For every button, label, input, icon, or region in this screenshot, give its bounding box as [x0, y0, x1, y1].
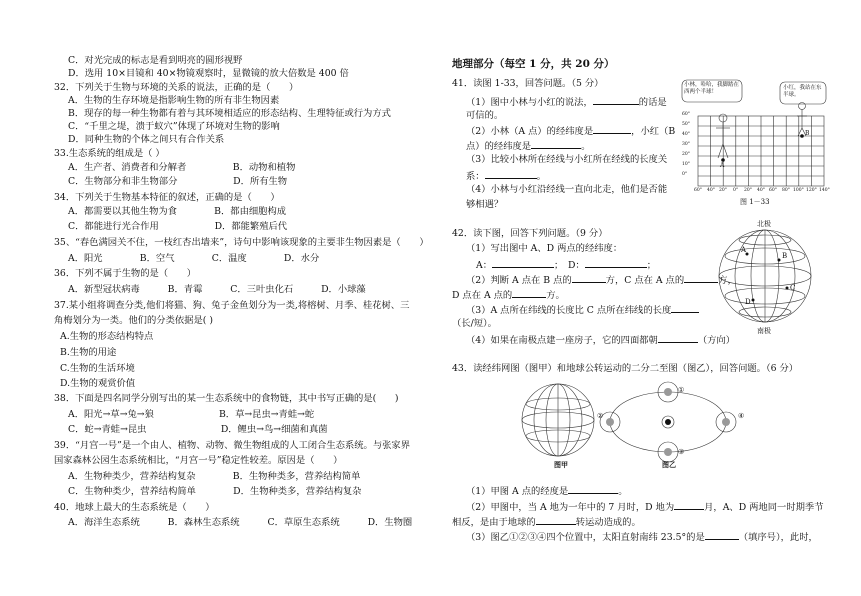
lon-label: 40°	[707, 188, 715, 193]
question-39-cont: 国家森林公园生态系统相比，“月宫一号”稳定性较差。原因是（ ）	[54, 455, 343, 466]
answer-blank[interactable]	[674, 500, 704, 510]
question-42: 42．读下图，回答下列问题。（9 分）	[452, 228, 608, 239]
lat-label: 30°	[682, 142, 690, 147]
lon-label: 60°	[694, 188, 702, 193]
question-43: 43．读经纬网图（图甲）和地球公转运动的二分二至图（图乙），回答问题。（6 分）	[452, 363, 799, 374]
option: A．阳光 B．空气 C．温度 D．水分	[68, 253, 320, 264]
lon-label: 20°	[744, 188, 752, 193]
lon-label: 80°	[782, 188, 790, 193]
lon-label: 40°	[757, 188, 765, 193]
option: C．生物部分和非生物部分 D．所有生物	[68, 176, 288, 187]
question-line: （1）甲图 A 点的经度是 。	[466, 486, 628, 497]
question-line: 系： 。	[466, 171, 546, 182]
question-line: A： ； D： ；	[476, 260, 657, 271]
option: A．生产者、消费者和分解者 B．动物和植物	[68, 162, 296, 173]
answer-blank[interactable]	[568, 484, 618, 494]
answer-blank[interactable]	[593, 95, 639, 105]
bubble-xiaolin: 小林，哈哈，我脚踏在西两个半球！	[684, 82, 740, 95]
question-line: （3）比较小林所在经线与小红所在经线的长度关	[466, 154, 668, 165]
lat-label: 0°	[682, 172, 688, 177]
question-line: （2）判断 A 点在 B 点的 方，C 点在 A 点的 方，	[466, 275, 737, 286]
answer-blank[interactable]	[531, 139, 581, 149]
question-line: （4）如果在南极点建一座房子，它的四面都朝 （方向）	[466, 335, 736, 346]
answer-blank[interactable]	[593, 124, 631, 134]
point-b: B	[805, 130, 810, 137]
answer-blank[interactable]	[671, 303, 699, 313]
answer-blank[interactable]	[492, 258, 554, 268]
caption-jia: 图甲	[554, 460, 568, 469]
point-a: A	[720, 162, 725, 169]
question-32: 32．下列关于生物与环境的关系的说法，正确的是（ ）	[54, 82, 299, 93]
question-40: 40．地球上最大的生态系统是（ ）	[54, 502, 215, 513]
option: D．同种生物的个体之间只有合作关系	[68, 134, 225, 145]
option: A．新型冠状病毒 B．青霉 C．三叶虫化石 D．小球藻	[68, 284, 366, 295]
option: B．现存的每一种生物都有着与其环境相适应的形态结构、生理特征或行为方式	[68, 108, 391, 119]
question-line: （2）甲图中，当 A 地为一年中的 7 月时，D 地为 月，A、D 两地同一时期季节	[466, 502, 824, 513]
question-line: （1）图中小林与小红的说法， 的话是	[466, 97, 667, 108]
globe-figure	[707, 218, 827, 336]
option: C．都能进行光合作用 D．都能繁殖后代	[68, 221, 288, 232]
section-heading: 地理部分（每空 1 分，共 20 分）	[452, 58, 615, 70]
point-b: B	[782, 252, 788, 260]
question-37: 37.某小组将调查分类,他们将猫、狗、兔子金鱼划分为一类,将榕树、月季、桂花树、三	[54, 300, 410, 311]
point-d: D	[745, 298, 751, 306]
lat-label: 50°	[682, 122, 690, 127]
answer-blank[interactable]	[512, 288, 546, 298]
option: A．阳光→草→兔→狼 B．草→昆虫→青蛙→蛇	[68, 409, 315, 420]
question-line: 点）的经纬度是 。	[466, 141, 591, 152]
question-line: C．对光完成的标志是看到明亮的圆形视野	[68, 55, 243, 66]
figure-43	[518, 378, 758, 478]
question-38: 38．下面是四名同学分别写出的某一生态系统中的食物链，其中书写正确的是( )	[54, 393, 399, 404]
question-line: （1）写出图中 A、D 两点的经纬度：	[466, 243, 623, 254]
question-line: D．选用 10×目镜和 40×物镜观察时，显微镜的放大倍数是 400 倍	[68, 68, 349, 79]
question-39: 39．“月宫一号”是一个由人、植物、动物、微生物组成的人工闭合生态系统。与张家界	[54, 440, 411, 451]
question-line: （3）图乙①②③④四个位置中，太阳直射南纬 23.5°的是 （填序号），此时，	[466, 532, 818, 543]
answer-blank[interactable]	[536, 515, 576, 525]
point-c: C	[790, 284, 796, 292]
question-34: 34．下列关于生物基本特征的叙述，正确的是（ ）	[54, 192, 280, 203]
north-pole-label: 北极	[757, 220, 771, 228]
question-line: （2）小林（A 点）的经纬度是 ，小红（B	[466, 126, 676, 137]
figure-caption: 图 1－33	[740, 198, 770, 206]
question-line: （3）A 点所在纬线的长度比 C 点所在纬线的长度	[466, 303, 699, 317]
lat-label: 60°	[682, 112, 690, 117]
option: A.生物的形态结构特点	[60, 331, 154, 342]
lon-label: 120°	[806, 188, 817, 193]
option: A．都需要以其他生物为食 B．都由细胞构成	[68, 206, 287, 217]
position-label: ①	[678, 386, 685, 394]
question-37-cont: 角梅划分为一类。他们的分类依据是( )	[54, 315, 213, 326]
bubble-xiaohong: 小红，我站在东半球。	[783, 85, 822, 98]
position-label: ③	[678, 448, 685, 456]
lon-label: 100°	[793, 188, 804, 193]
question-line: （4）小林与小红沿经线一直向北走，他们是否能	[466, 184, 668, 195]
caption-yi: 图乙	[662, 460, 676, 469]
figure-1-33	[680, 78, 832, 206]
answer-blank[interactable]	[572, 273, 606, 283]
lat-label: 10°	[682, 162, 690, 167]
lon-label: 20°	[719, 188, 727, 193]
position-label: ④	[738, 412, 745, 420]
answer-blank[interactable]	[658, 333, 698, 343]
lon-label: 60°	[769, 188, 777, 193]
question-line: 相反，是由于地球的 转运动造成的。	[452, 517, 641, 528]
lon-label: 140°	[819, 188, 830, 193]
point-a: A	[741, 246, 747, 254]
question-35: 35、“春色满园关不住，一枝红杏出墙来”，诗句中影响该现象的主要非生物因素是（ ）	[54, 237, 429, 248]
question-36: 36．下列不属于生物的是（ ）	[54, 268, 196, 279]
answer-blank[interactable]	[485, 169, 537, 179]
question-line: D 点在 A 点的 方。	[452, 290, 565, 301]
option: A．生物种类少，营养结构复杂 B．生物种类多，营养结构简单	[68, 471, 361, 482]
question-41: 41．读图 1-33，回答问题。（5 分）	[452, 78, 604, 89]
lat-label: 20°	[682, 152, 690, 157]
south-pole-label: 南极	[757, 327, 771, 335]
lat-label: 40°	[682, 132, 690, 137]
answer-blank[interactable]	[585, 258, 647, 268]
question-line: 够相遇？	[466, 199, 504, 210]
lon-label: 0°	[733, 188, 739, 193]
question-line: （长/短）。	[452, 318, 497, 329]
answer-blank[interactable]	[705, 530, 739, 540]
option: C．生物种类少，营养结构简单 D．生物种类多，营养结构复杂	[68, 486, 362, 497]
question-line: 可信的。	[466, 110, 504, 121]
position-label: ②	[597, 412, 604, 420]
option: A．生物的生存环境是指影响生物的所有非生物因素	[68, 95, 280, 106]
option: B.生物的用途	[60, 347, 117, 358]
option: C.生物的生活环境	[60, 363, 135, 374]
option: C．“千里之堤，溃于蚁穴”体现了环境对生物的影响	[68, 121, 280, 132]
question-33: 33.生态系统的组成是（ ）	[54, 148, 165, 159]
option: A．海洋生态系统 B．森林生态系统 C．草原生态系统 D．生物圈	[68, 517, 413, 528]
option: C．蛇→青蛙→昆虫 D．鲤虫→鸟→细菌和真菌	[68, 424, 328, 435]
option: D.生物的观赏价值	[60, 378, 136, 389]
